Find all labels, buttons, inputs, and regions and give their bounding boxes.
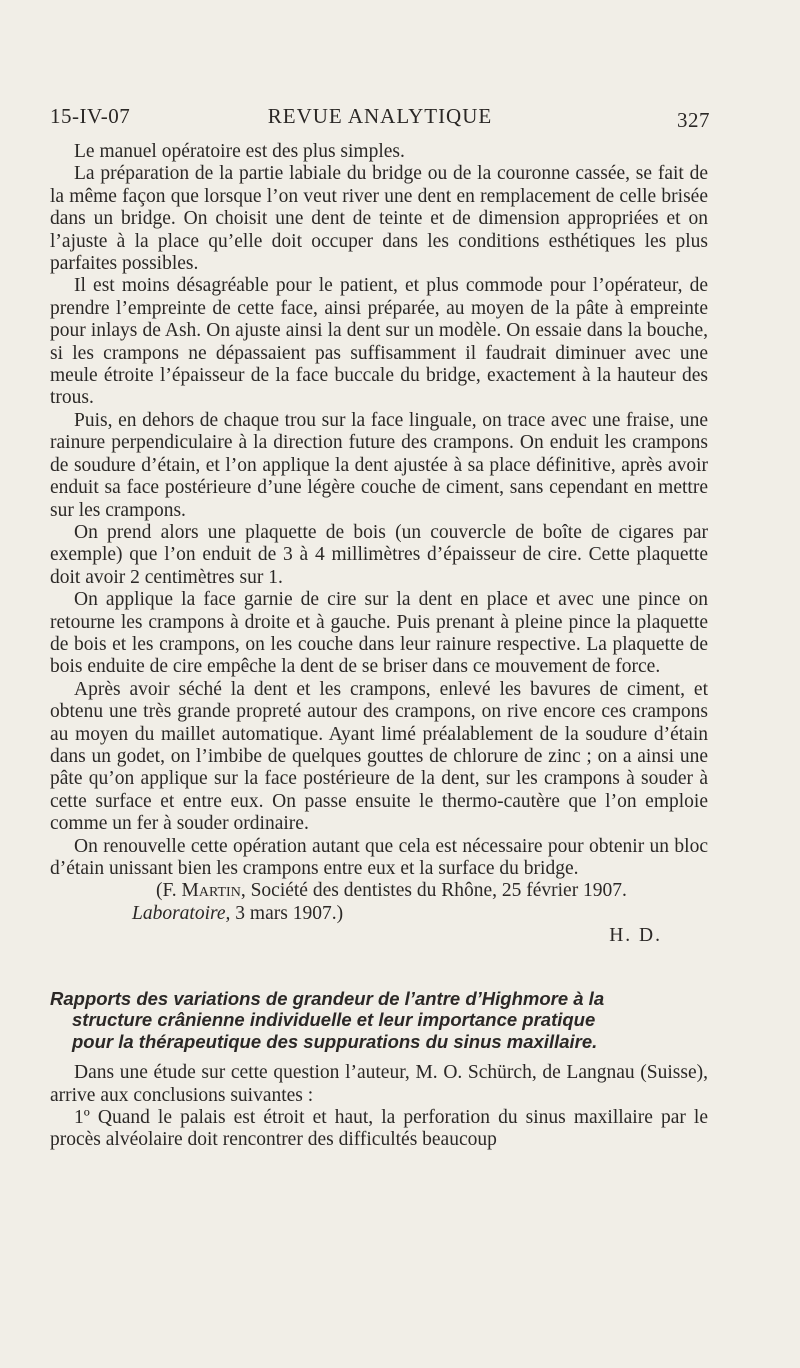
paragraph: Dans une étude sur cette question l’auteur, M. O. Schürch, de Langnau (Suisse), arrive aux conclusions suivantes : — [50, 1062, 708, 1106]
paragraph: On prend alors une plaquette de bois (un couvercle de boîte de cigares par exemple) que l’on enduit de 3 à 4 millimètres d’épaisseur de cire. Cette plaquette doit avoir 2 centimètres sur 1. — [50, 521, 708, 588]
paragraph: Le manuel opératoire est des plus simples. — [74, 141, 405, 162]
citation — [50, 880, 708, 925]
article-body — [50, 141, 708, 1152]
paragraph: 1º Quand le palais est étroit et haut, la perforation du sinus maxillaire par le procès alvéolaire doit rencontrer des difficultés beaucoup — [50, 1106, 708, 1151]
author-signature: H. D. — [609, 925, 662, 947]
header-title: REVUE ANALYTIQUE — [267, 104, 493, 128]
citation-author: Martin — [181, 880, 241, 902]
citation-rest: , Société des dentistes du Rhône, 25 février 1907. — [240, 880, 627, 902]
paragraph: Après avoir séché la dent et les crampons, enlevé les bavures de ciment, et obtenu une très grande propreté autour des crampons, on rive encore ces crampons au moyen du maillet automatique. Ayant limé préalablement de la soudure d’étain dans un godet, on l’imbibe de quelques gouttes de chlorure de zinc ; on a ainsi une pâte qu’on applique sur la face postérieure de la dent, sur les crampons à souder à cette surface et entre eux. On passe ensuite le thermo-cautère que l’on emploie comme un fer à souder ordinaire. — [50, 678, 708, 835]
section-title — [50, 988, 708, 1053]
page-number: 327 — [677, 108, 710, 132]
running-header — [50, 104, 710, 134]
citation-date: 3 mars 1907.) — [230, 902, 344, 924]
citation-open: (F. — [156, 880, 182, 902]
header-date: 15-IV-07 — [50, 104, 131, 128]
paragraph: On renouvelle cette opération autant que cela est nécessaire pour obtenir un bloc d’étain unissant bien les crampons entre eux et la surface du bridge. — [50, 835, 708, 879]
paragraph: La préparation de la partie labiale du bridge ou de la couronne cassée, se fait de la même façon que lorsque l’on veut river une dent en remplacement de celle brisée dans un bridge. On choisit une dent de teinte et de dimension appropriées et on l’ajuste à la place qu’elle doit occuper dans les conditions esthétiques les plus parfaites possibles. — [50, 163, 708, 275]
paragraph: On applique la face garnie de cire sur la dent en place et avec une pince on retourne les crampons à droite et à gauche. Puis prenant à pleine pince la plaquette de bois et les crampons, on les couche dans leur rainure respective. La plaquette de bois enduite de cire empêche la dent de se briser dans ce mouvement de force. — [50, 589, 708, 678]
section-title-line: Rapports des variations de grandeur de l’antre d’Highmore à la — [50, 987, 605, 1009]
citation-journal: Laboratoire, — [132, 902, 231, 924]
section-title-line: structure crânienne individuelle et leur importance pratique — [72, 1009, 596, 1031]
paragraph: Puis, en dehors de chaque trou sur la face linguale, on trace avec une fraise, une rainure perpendiculaire à la direction future des crampons. On enduit les crampons de soudure d’étain, et l’on applique la dent ajustée à sa place définitive, après avoir enduit sa face postérieure d’une légère couche de ciment, sans cependant en mettre sur les crampons. — [50, 409, 708, 521]
section-title-line: pour la thérapeutique des suppurations du sinus maxillaire. — [72, 1030, 598, 1052]
paragraph: Il est moins désagréable pour le patient, et plus commode pour l’opérateur, de prendre l’empreinte de cette face, ainsi préparée, au moyen de la pâte à empreinte pour inlays de Ash. On ajuste ainsi la dent sur un modèle. On essaie dans la bouche, si les crampons ne dépassaient pas suffisamment il faudrait diminuer avec une meule étroite l’épaisseur de la face buccale du bridge, exactement à la hauteur des trous. — [50, 275, 708, 409]
